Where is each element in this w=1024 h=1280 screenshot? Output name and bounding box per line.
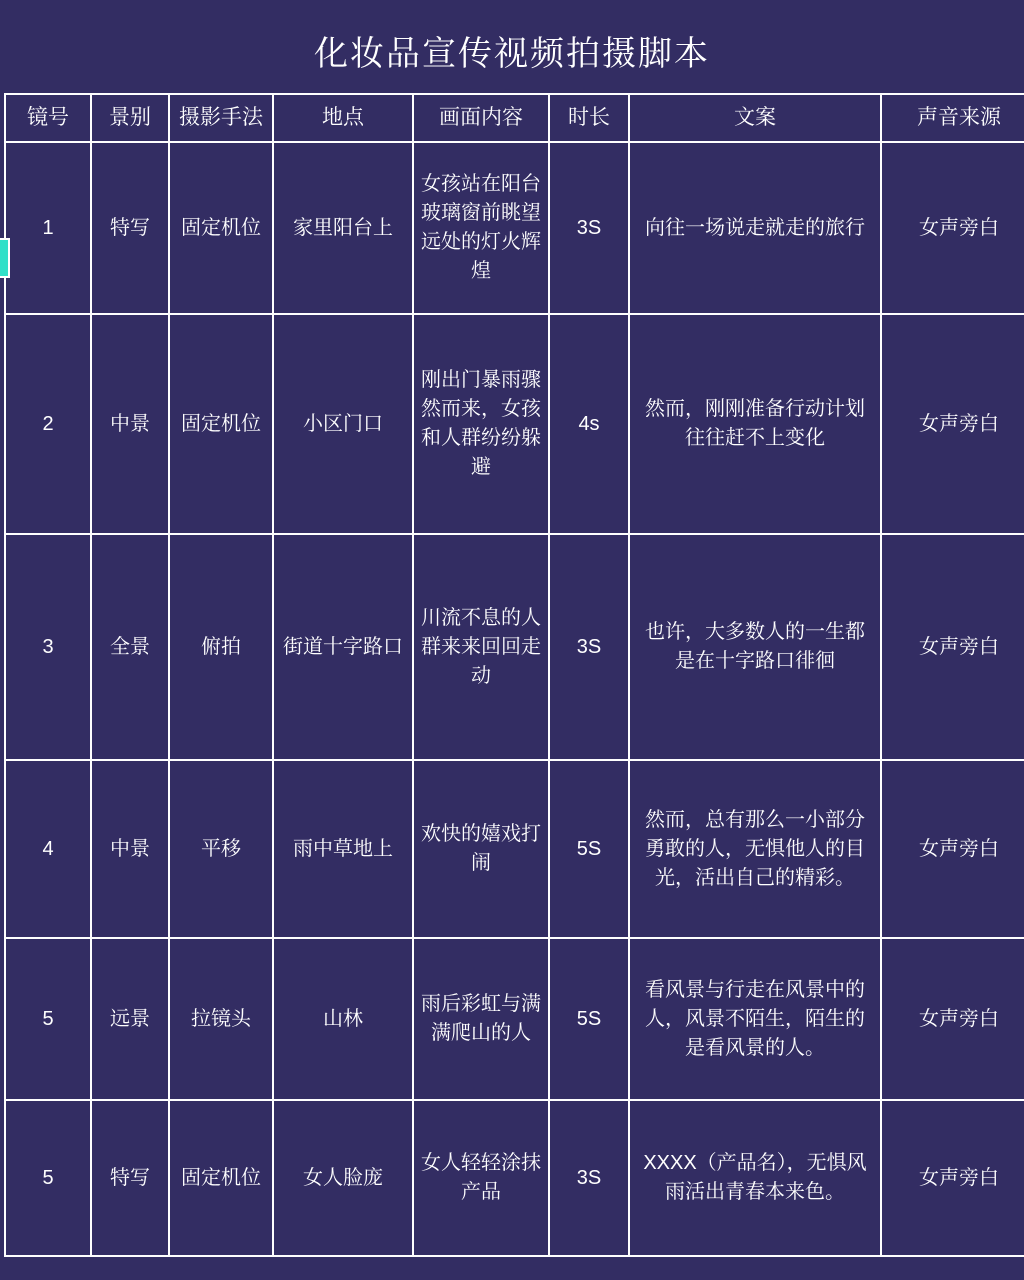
cell-duration: 3S: [549, 142, 629, 314]
cell-location: 家里阳台上: [273, 142, 413, 314]
cell-location: 女人脸庞: [273, 1100, 413, 1256]
cell-location: 街道十字路口: [273, 534, 413, 760]
cell-shot-number: 3: [5, 534, 91, 760]
cell-audio-source: 女声旁白: [881, 534, 1024, 760]
cell-duration: 5S: [549, 760, 629, 938]
table-header: [5, 94, 1024, 142]
table-row: [5, 314, 1024, 534]
cell-visual-content: 女孩站在阳台玻璃窗前眺望远处的灯火辉煌: [413, 142, 549, 314]
cell-copy: XXXX（产品名），无惧风雨活出青春本来色。: [629, 1100, 881, 1256]
cell-copy: 然而，刚刚准备行动计划往往赶不上变化: [629, 314, 881, 534]
cell-duration: 5S: [549, 938, 629, 1100]
cell-audio-source: 女声旁白: [881, 314, 1024, 534]
cell-visual-content: 雨后彩虹与满满爬山的人: [413, 938, 549, 1100]
cell-duration: 3S: [549, 534, 629, 760]
cell-visual-content: 欢快的嬉戏打闹: [413, 760, 549, 938]
cell-shot-number: 1: [5, 142, 91, 314]
cell-visual-content: 川流不息的人群来来回回走动: [413, 534, 549, 760]
row-selection-marker: [0, 238, 10, 278]
cell-location: 小区门口: [273, 314, 413, 534]
cell-copy: 也许，大多数人的一生都是在十字路口徘徊: [629, 534, 881, 760]
column-header-location: 地点: [273, 94, 413, 142]
cell-scene-type: 特写: [91, 142, 169, 314]
cell-shot-number: 5: [5, 1100, 91, 1256]
cell-scene-type: 特写: [91, 1100, 169, 1256]
cell-location: 雨中草地上: [273, 760, 413, 938]
cell-scene-type: 中景: [91, 314, 169, 534]
column-header-technique: 摄影手法: [169, 94, 273, 142]
table-header-row: [5, 94, 1024, 142]
cell-technique: 拉镜头: [169, 938, 273, 1100]
cell-scene-type: 中景: [91, 760, 169, 938]
cell-copy: 向往一场说走就走的旅行: [629, 142, 881, 314]
column-header-duration: 时长: [549, 94, 629, 142]
cell-visual-content: 女人轻轻涂抹产品: [413, 1100, 549, 1256]
cell-technique: 俯拍: [169, 534, 273, 760]
table-row: [5, 142, 1024, 314]
cell-copy: 然而，总有那么一小部分勇敢的人，无惧他人的目光，活出自己的精彩。: [629, 760, 881, 938]
cell-scene-type: 远景: [91, 938, 169, 1100]
cell-audio-source: 女声旁白: [881, 1100, 1024, 1256]
table-row: [5, 1100, 1024, 1256]
cell-audio-source: 女声旁白: [881, 938, 1024, 1100]
cell-duration: 3S: [549, 1100, 629, 1256]
column-header-audio-source: 声音来源: [881, 94, 1024, 142]
table-row: [5, 760, 1024, 938]
column-header-scene-type: 景别: [91, 94, 169, 142]
script-table: [4, 93, 1024, 1257]
cell-technique: 固定机位: [169, 142, 273, 314]
cell-technique: 固定机位: [169, 314, 273, 534]
cell-scene-type: 全景: [91, 534, 169, 760]
page-title: 化妆品宣传视频拍摄脚本: [314, 35, 710, 73]
column-header-visual-content: 画面内容: [413, 94, 549, 142]
cell-shot-number: 5: [5, 938, 91, 1100]
cell-technique: 固定机位: [169, 1100, 273, 1256]
column-header-copy: 文案: [629, 94, 881, 142]
table-row: [5, 938, 1024, 1100]
cell-technique: 平移: [169, 760, 273, 938]
table-row: [5, 534, 1024, 760]
table-body: [5, 142, 1024, 1256]
cell-duration: 4s: [549, 314, 629, 534]
cell-location: 山林: [273, 938, 413, 1100]
cell-visual-content: 刚出门暴雨骤然而来，女孩和人群纷纷躲避: [413, 314, 549, 534]
column-header-shot-number: 镜号: [5, 94, 91, 142]
cell-shot-number: 4: [5, 760, 91, 938]
cell-audio-source: 女声旁白: [881, 760, 1024, 938]
cell-audio-source: 女声旁白: [881, 142, 1024, 314]
cell-copy: 看风景与行走在风景中的人，风景不陌生，陌生的是看风景的人。: [629, 938, 881, 1100]
cell-shot-number: 2: [5, 314, 91, 534]
